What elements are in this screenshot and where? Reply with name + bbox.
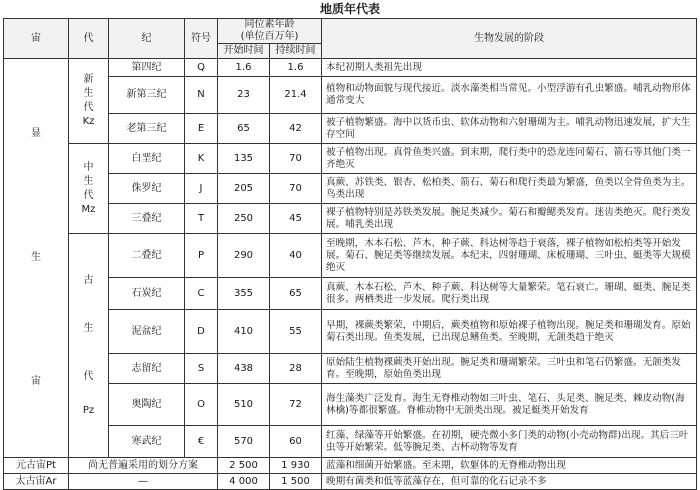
duration-cell: 42: [270, 114, 322, 144]
table-row: [4, 234, 697, 278]
period-cell: 三叠纪: [109, 204, 185, 234]
header-duration: 持续时间: [270, 44, 322, 59]
period-cell: 奥陶纪: [109, 384, 185, 426]
period-cell: 寒武纪: [109, 426, 185, 458]
symbol-cell: €: [185, 426, 218, 458]
desc-cell: 被子植物繁盛。海中以货币虫、软体动物和六射珊瑚为主。哺乳动物迅速发展，扩大生存空间: [322, 114, 697, 144]
duration-cell: 28: [270, 354, 322, 384]
duration-cell: 45: [270, 204, 322, 234]
duration-cell: 1 930: [270, 458, 322, 474]
start-cell: 2 500: [218, 458, 270, 474]
header-eon: 宙: [4, 19, 69, 59]
span-cell: —: [69, 474, 218, 490]
start-cell: 135: [218, 144, 270, 174]
period-cell: 侏罗纪: [109, 174, 185, 204]
start-cell: 410: [218, 310, 270, 354]
start-cell: 510: [218, 384, 270, 426]
header-start: 开始时间: [218, 44, 270, 59]
start-cell: 23: [218, 77, 270, 114]
table-row: [4, 59, 697, 77]
eon-phanerozoic: 显 生 宙: [4, 59, 69, 458]
header-stage: 生物发展的阶段: [322, 19, 697, 59]
symbol-cell: D: [185, 310, 218, 354]
desc-cell: 真蕨、木本石松、芦木、种子蕨、科达树等大量繁荣。笔石衰亡。珊瑚、蜓类、腕足类很多。两栖类进一步发展。爬行类出现: [322, 278, 697, 310]
desc-cell: 红藻、绿藻等开始繁盛。在初期，硬壳微小多门类的动物(小壳动物群)出现。其后三叶虫等开始繁荣。低等腕足类、古杯动物等发育: [322, 426, 697, 458]
duration-cell: 1 500: [270, 474, 322, 490]
period-cell: 新第三纪: [109, 77, 185, 114]
symbol-cell: O: [185, 384, 218, 426]
desc-cell: 至晚期，木本石松、芦木、种子蕨、科达树等趋于衰落，裸子植物如松柏类等开始发展。菊石、腕足类等继续发展。本纪末，四射珊瑚、床板珊瑚、三叶虫、蜓类等大规模绝灭: [322, 234, 697, 278]
table-row: [4, 144, 697, 174]
header-age-label: 同位素年龄: [244, 19, 295, 30]
symbol-cell: P: [185, 234, 218, 278]
span-cell: 尚无普遍采用的划分方案: [69, 458, 218, 474]
desc-cell: 被子植物出现。真骨鱼类兴盛。到末期，爬行类中的恐龙连同菊石、箭石等其他门类一齐绝灭: [322, 144, 697, 174]
desc-cell: 蓝藻和细菌开始繁盛。至末期，软躯体的无脊椎动物出现: [322, 458, 697, 474]
duration-cell: 21.4: [270, 77, 322, 114]
duration-cell: 60: [270, 426, 322, 458]
duration-cell: 65: [270, 278, 322, 310]
desc-cell: 真蕨、苏铁类、银杏、松柏类、箭石、菊石和爬行类最为繁盛，鱼类以全骨鱼类为主。鸟类出现: [322, 174, 697, 204]
era-cenozoic: 新 生 代 Kz: [69, 59, 109, 144]
start-cell: 4 000: [218, 474, 270, 490]
symbol-cell: K: [185, 144, 218, 174]
period-cell: 老第三纪: [109, 114, 185, 144]
eon-archean: 太古宙Ar: [4, 474, 69, 490]
period-cell: 第四纪: [109, 59, 185, 77]
start-cell: 355: [218, 278, 270, 310]
era-mesozoic: 中 生 代 Mz: [69, 144, 109, 234]
header-symbol: 符号: [185, 19, 218, 59]
start-cell: 250: [218, 204, 270, 234]
header-era: 代: [69, 19, 109, 59]
header-row: [4, 19, 697, 44]
start-cell: 65: [218, 114, 270, 144]
table-row: [4, 474, 697, 490]
eon-proterozoic: 元古宙Pt: [4, 458, 69, 474]
duration-cell: 70: [270, 174, 322, 204]
symbol-cell: N: [185, 77, 218, 114]
period-cell: 白垩纪: [109, 144, 185, 174]
start-cell: 205: [218, 174, 270, 204]
period-cell: 二叠纪: [109, 234, 185, 278]
header-period: 纪: [109, 19, 185, 59]
symbol-cell: T: [185, 204, 218, 234]
duration-cell: 1.6: [270, 59, 322, 77]
duration-cell: 40: [270, 234, 322, 278]
table-row: [4, 458, 697, 474]
page-title: 地质年代表: [319, 2, 380, 16]
symbol-cell: S: [185, 354, 218, 384]
start-cell: 570: [218, 426, 270, 458]
desc-cell: 晚期有菌类和低等蓝藻存在，但可靠的化石记录不多: [322, 474, 697, 490]
desc-cell: 海生藻类广泛发育。海生无脊椎动物如三叶虫、笔石、头足类、腕足类、棘皮动物(海林檎)等都很繁盛。脊椎动物中无颌类出现。被足蜓类开始发育: [322, 384, 697, 426]
period-cell: 石炭纪: [109, 278, 185, 310]
desc-cell: 早期，裸蕨类繁荣，中期后，蕨类植物和原始裸子植物出现。腕足类和珊瑚发育。原始菊石类出现。鱼类发展，已出现总鳍鱼类。至晚期，无颌类趋于绝灭: [322, 310, 697, 354]
duration-cell: 55: [270, 310, 322, 354]
header-age-unit: (单位百万年): [240, 31, 299, 42]
start-cell: 290: [218, 234, 270, 278]
era-paleozoic: 古 生 代 Pz: [69, 234, 109, 458]
duration-cell: 70: [270, 144, 322, 174]
desc-cell: 植物和动物面貌与现代接近。淡水藻类相当常见。小型浮游有孔虫繁盛。哺乳动物形体通常变大: [322, 77, 697, 114]
symbol-cell: J: [185, 174, 218, 204]
desc-cell: 裸子植物特别是苏铁类发展。腕足类减少。菊石和瓣鳃类发育。迷齿类绝灭。爬行类发展。哺乳类出现: [322, 204, 697, 234]
header-age: [218, 19, 322, 44]
start-cell: 1.6: [218, 59, 270, 77]
duration-cell: 72: [270, 384, 322, 426]
symbol-cell: C: [185, 278, 218, 310]
symbol-cell: E: [185, 114, 218, 144]
desc-cell: 原始陆生植物裸蕨类开始出现。腕足类和珊瑚繁荣。三叶虫和笔石仍繁盛。无颌类发育。至晚期，原始鱼类出现: [322, 354, 697, 384]
period-cell: 泥盆纪: [109, 310, 185, 354]
geologic-time-table: [3, 18, 697, 490]
period-cell: 志留纪: [109, 354, 185, 384]
desc-cell: 本纪初期人类祖先出现: [322, 59, 697, 77]
start-cell: 438: [218, 354, 270, 384]
symbol-cell: Q: [185, 59, 218, 77]
